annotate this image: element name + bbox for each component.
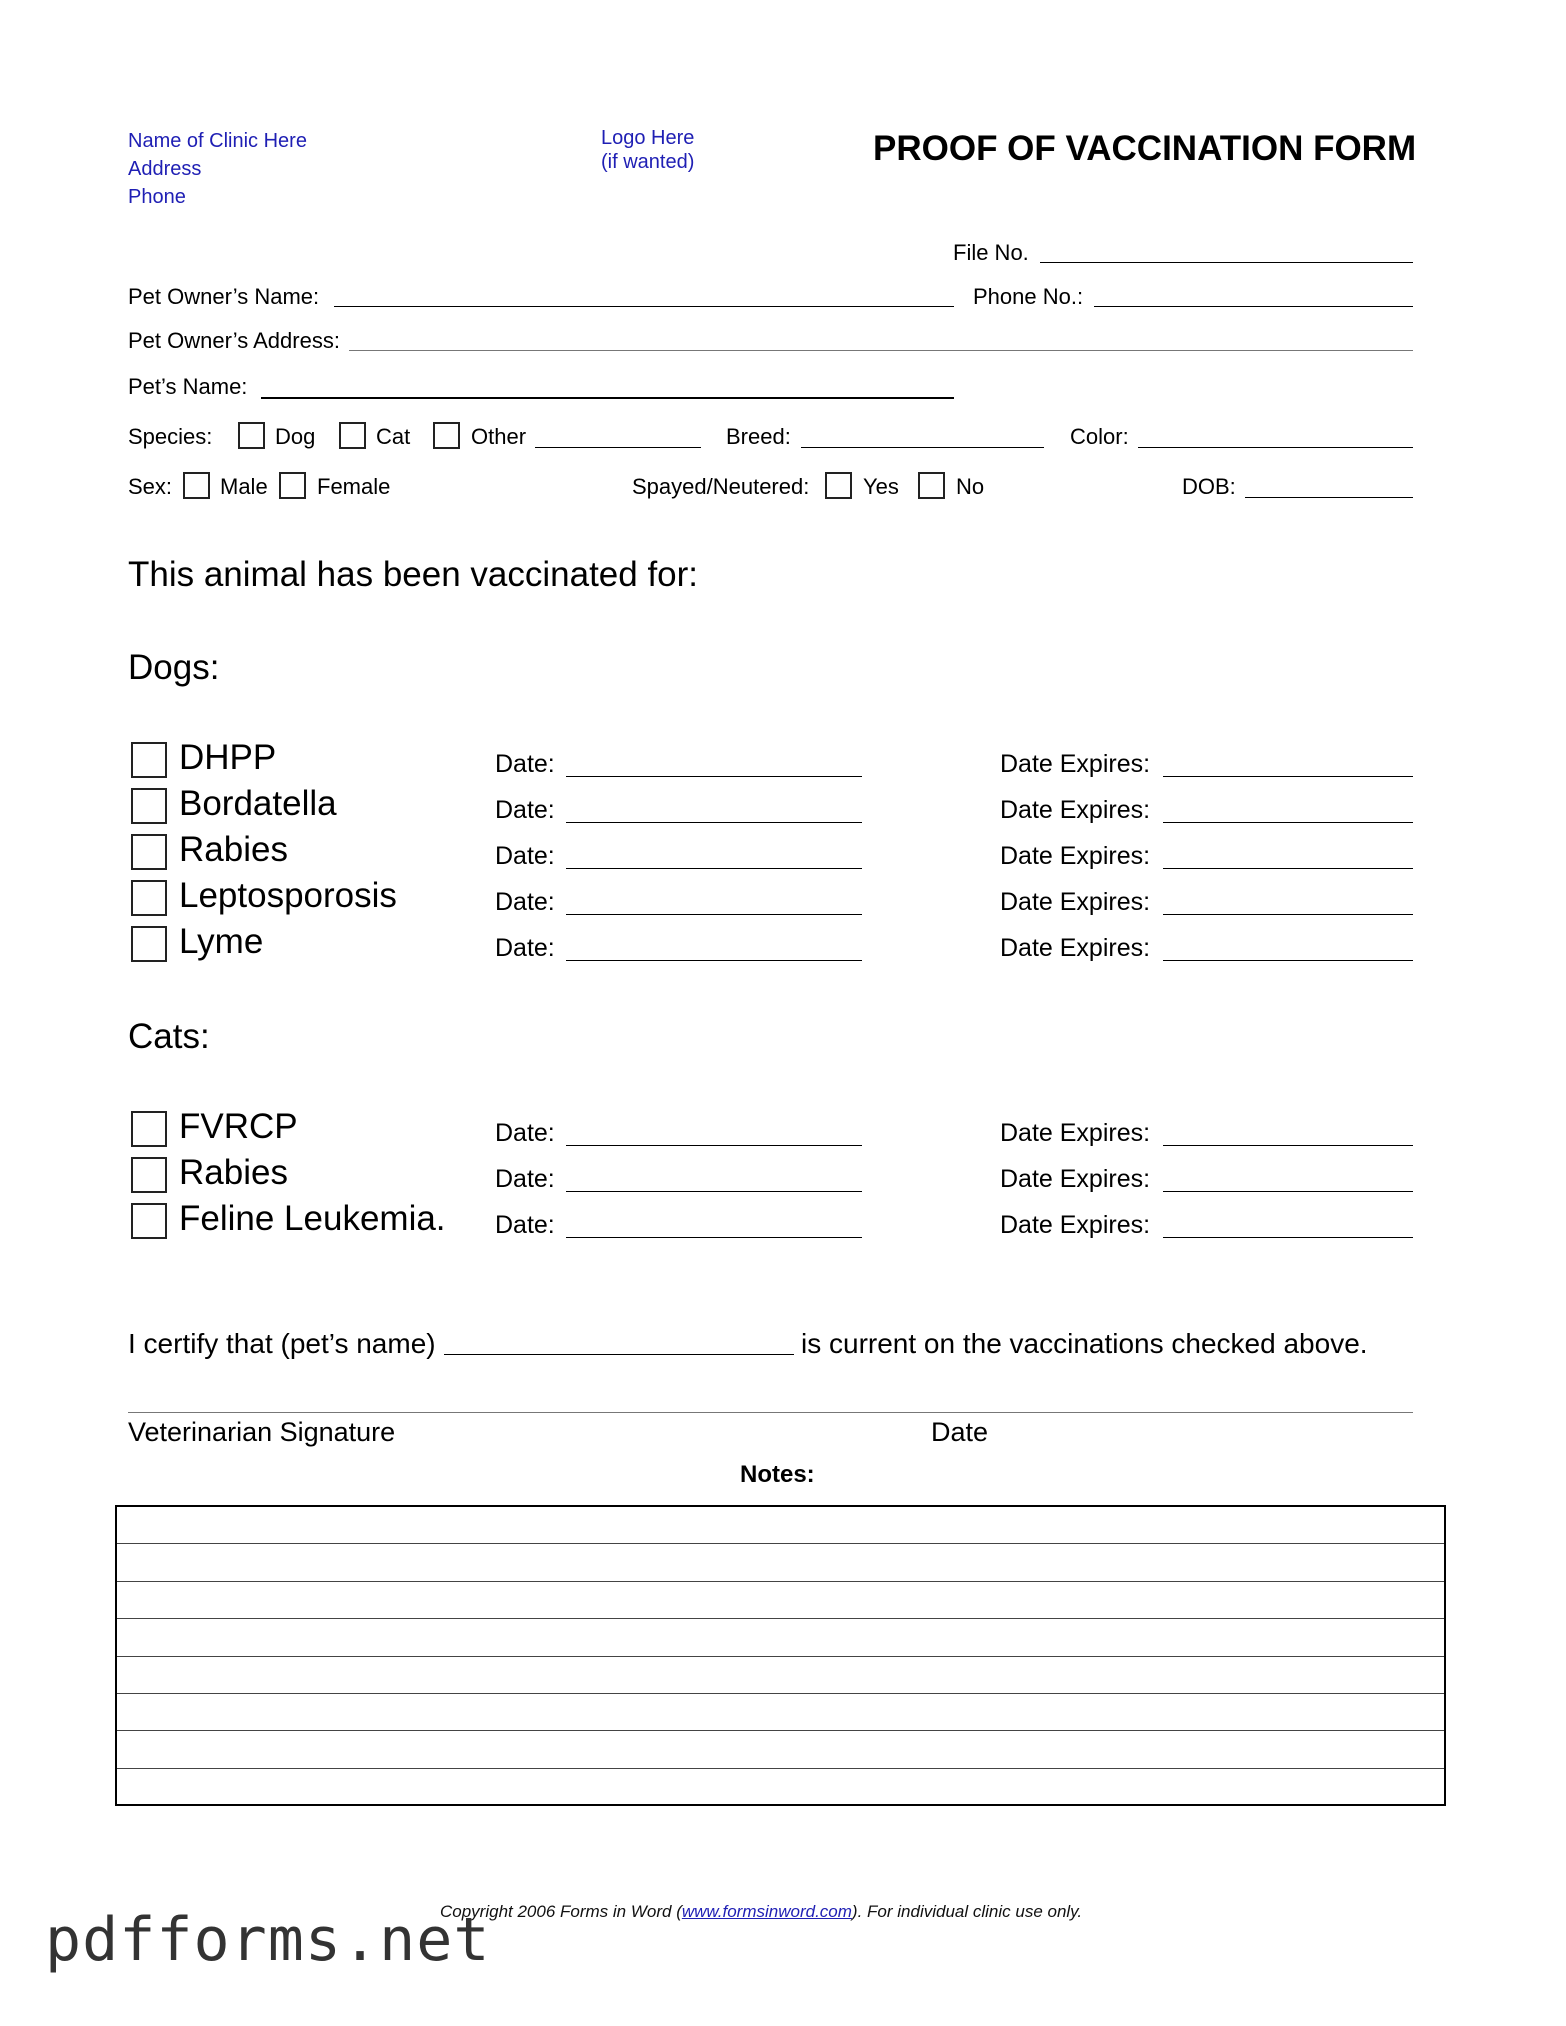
notes-row[interactable] xyxy=(117,1731,1444,1768)
vaccine-date-field[interactable] xyxy=(566,1145,862,1146)
vaccine-expires-label: Date Expires: xyxy=(1000,1165,1151,1193)
file-no-field[interactable] xyxy=(1040,262,1413,263)
spayed-yes-checkbox[interactable] xyxy=(825,472,852,499)
vaccine-expires-field[interactable] xyxy=(1163,822,1413,823)
copyright-link[interactable]: www.formsinword.com xyxy=(681,1902,852,1921)
color-label: Color: xyxy=(1070,424,1129,449)
spayed-yes-label: Yes xyxy=(863,474,899,499)
owner-address-field[interactable] xyxy=(349,350,1413,351)
species-dog-label: Dog xyxy=(275,424,316,449)
vaccine-date-label: Date: xyxy=(495,888,555,916)
cats-vaccine-name: FVRCP xyxy=(179,1107,298,1146)
color-field[interactable] xyxy=(1138,447,1413,448)
notes-row[interactable] xyxy=(117,1544,1444,1581)
species-cat-checkbox[interactable] xyxy=(339,422,366,449)
signature-line[interactable] xyxy=(128,1412,1413,1413)
phone-no-label: Phone No.: xyxy=(973,284,1084,309)
vaccine-expires-field[interactable] xyxy=(1163,1237,1413,1238)
certify-suffix: is current on the vaccinations checked above. xyxy=(801,1328,1368,1359)
logo-placeholder-line2: (if wanted) xyxy=(601,151,695,173)
vaccine-date-label: Date: xyxy=(495,1211,555,1239)
cats-vaccine-checkbox[interactable] xyxy=(131,1111,167,1147)
vaccine-date-field[interactable] xyxy=(566,960,862,961)
cats-vaccine-name: Rabies xyxy=(179,1153,288,1192)
spayed-label: Spayed/Neutered: xyxy=(632,474,810,499)
dogs-heading: Dogs: xyxy=(128,648,220,687)
species-other-field[interactable] xyxy=(535,447,701,448)
clinic-address: Address xyxy=(128,158,202,180)
pet-name-field[interactable] xyxy=(261,397,954,399)
form-title: PROOF OF VACCINATION FORM xyxy=(873,129,1417,168)
notes-row[interactable] xyxy=(117,1507,1444,1544)
dob-field[interactable] xyxy=(1245,497,1413,498)
dogs-vaccine-name: Lyme xyxy=(179,922,264,961)
phone-no-field[interactable] xyxy=(1094,306,1413,307)
file-no-label: File No. xyxy=(953,240,1029,265)
owner-name-field[interactable] xyxy=(334,306,954,307)
owner-name-label: Pet Owner’s Name: xyxy=(128,284,320,309)
vaccinated-heading: This animal has been vaccinated for: xyxy=(128,555,699,594)
vaccine-expires-label: Date Expires: xyxy=(1000,842,1151,870)
dogs-vaccine-checkbox[interactable] xyxy=(131,788,167,824)
clinic-name: Name of Clinic Here xyxy=(128,130,307,152)
certify-pet-name-field[interactable] xyxy=(444,1354,794,1355)
vaccine-expires-label: Date Expires: xyxy=(1000,888,1151,916)
vaccine-expires-field[interactable] xyxy=(1163,960,1413,961)
dogs-vaccine-checkbox[interactable] xyxy=(131,834,167,870)
dogs-vaccine-name: DHPP xyxy=(179,738,277,777)
vaccine-date-field[interactable] xyxy=(566,822,862,823)
species-label: Species: xyxy=(128,424,213,449)
vaccine-date-field[interactable] xyxy=(566,776,862,777)
signature-date-label: Date xyxy=(931,1417,989,1447)
notes-label: Notes: xyxy=(740,1461,815,1488)
notes-row[interactable] xyxy=(117,1582,1444,1619)
sex-male-label: Male xyxy=(220,474,268,499)
logo-placeholder-line1: Logo Here xyxy=(601,127,695,149)
vaccine-expires-field[interactable] xyxy=(1163,914,1413,915)
sex-label: Sex: xyxy=(128,474,173,499)
species-other-checkbox[interactable] xyxy=(433,422,460,449)
species-cat-label: Cat xyxy=(376,424,411,449)
cats-vaccine-name: Feline Leukemia. xyxy=(179,1199,446,1238)
vaccine-date-label: Date: xyxy=(495,1165,555,1193)
vaccine-expires-field[interactable] xyxy=(1163,776,1413,777)
dogs-vaccine-name: Leptosporosis xyxy=(179,876,397,915)
owner-address-label: Pet Owner’s Address: xyxy=(128,328,340,353)
vaccine-expires-label: Date Expires: xyxy=(1000,1211,1151,1239)
spayed-no-label: No xyxy=(956,474,985,499)
vaccine-expires-label: Date Expires: xyxy=(1000,796,1151,824)
sex-female-checkbox[interactable] xyxy=(279,472,306,499)
cats-vaccine-checkbox[interactable] xyxy=(131,1157,167,1193)
dogs-vaccine-checkbox[interactable] xyxy=(131,926,167,962)
vaccine-date-field[interactable] xyxy=(566,868,862,869)
copyright-suffix: ). For individual clinic use only. xyxy=(851,1902,1083,1921)
cats-heading: Cats: xyxy=(128,1017,210,1056)
vaccine-date-label: Date: xyxy=(495,750,555,778)
notes-row[interactable] xyxy=(117,1694,1444,1731)
breed-field[interactable] xyxy=(801,447,1044,448)
vaccine-expires-field[interactable] xyxy=(1163,1145,1413,1146)
pet-name-label: Pet’s Name: xyxy=(128,374,248,399)
dogs-vaccine-checkbox[interactable] xyxy=(131,742,167,778)
breed-label: Breed: xyxy=(726,424,791,449)
notes-table[interactable] xyxy=(115,1505,1446,1806)
notes-row[interactable] xyxy=(117,1769,1444,1806)
species-other-label: Other xyxy=(471,424,527,449)
sex-female-label: Female xyxy=(317,474,391,499)
dogs-vaccine-name: Rabies xyxy=(179,830,288,869)
copyright-prefix: Copyright 2006 Forms in Word ( xyxy=(440,1902,682,1921)
cats-vaccine-checkbox[interactable] xyxy=(131,1203,167,1239)
vaccine-expires-label: Date Expires: xyxy=(1000,1119,1151,1147)
notes-row[interactable] xyxy=(117,1657,1444,1694)
species-dog-checkbox[interactable] xyxy=(238,422,265,449)
vaccine-date-field[interactable] xyxy=(566,1237,862,1238)
dogs-vaccine-checkbox[interactable] xyxy=(131,880,167,916)
dogs-vaccine-name: Bordatella xyxy=(179,784,337,823)
vaccine-date-label: Date: xyxy=(495,796,555,824)
copyright-notice xyxy=(440,1902,1082,1922)
vaccine-date-label: Date: xyxy=(495,1119,555,1147)
certify-prefix: I certify that (pet’s name) xyxy=(128,1328,436,1359)
vaccine-expires-label: Date Expires: xyxy=(1000,750,1151,778)
vaccine-expires-field[interactable] xyxy=(1163,1191,1413,1192)
dob-label: DOB: xyxy=(1182,474,1236,499)
vet-signature-label: Veterinarian Signature xyxy=(128,1417,396,1447)
vaccine-expires-label: Date Expires: xyxy=(1000,934,1151,962)
vaccine-date-field[interactable] xyxy=(566,1191,862,1192)
clinic-phone: Phone xyxy=(128,186,186,208)
notes-row[interactable] xyxy=(117,1619,1444,1656)
sex-male-checkbox[interactable] xyxy=(183,472,210,499)
watermark: pdfforms.net xyxy=(45,1905,491,1975)
vaccine-date-label: Date: xyxy=(495,934,555,962)
vaccine-date-field[interactable] xyxy=(566,914,862,915)
vaccine-date-label: Date: xyxy=(495,842,555,870)
spayed-no-checkbox[interactable] xyxy=(918,472,945,499)
vaccine-expires-field[interactable] xyxy=(1163,868,1413,869)
